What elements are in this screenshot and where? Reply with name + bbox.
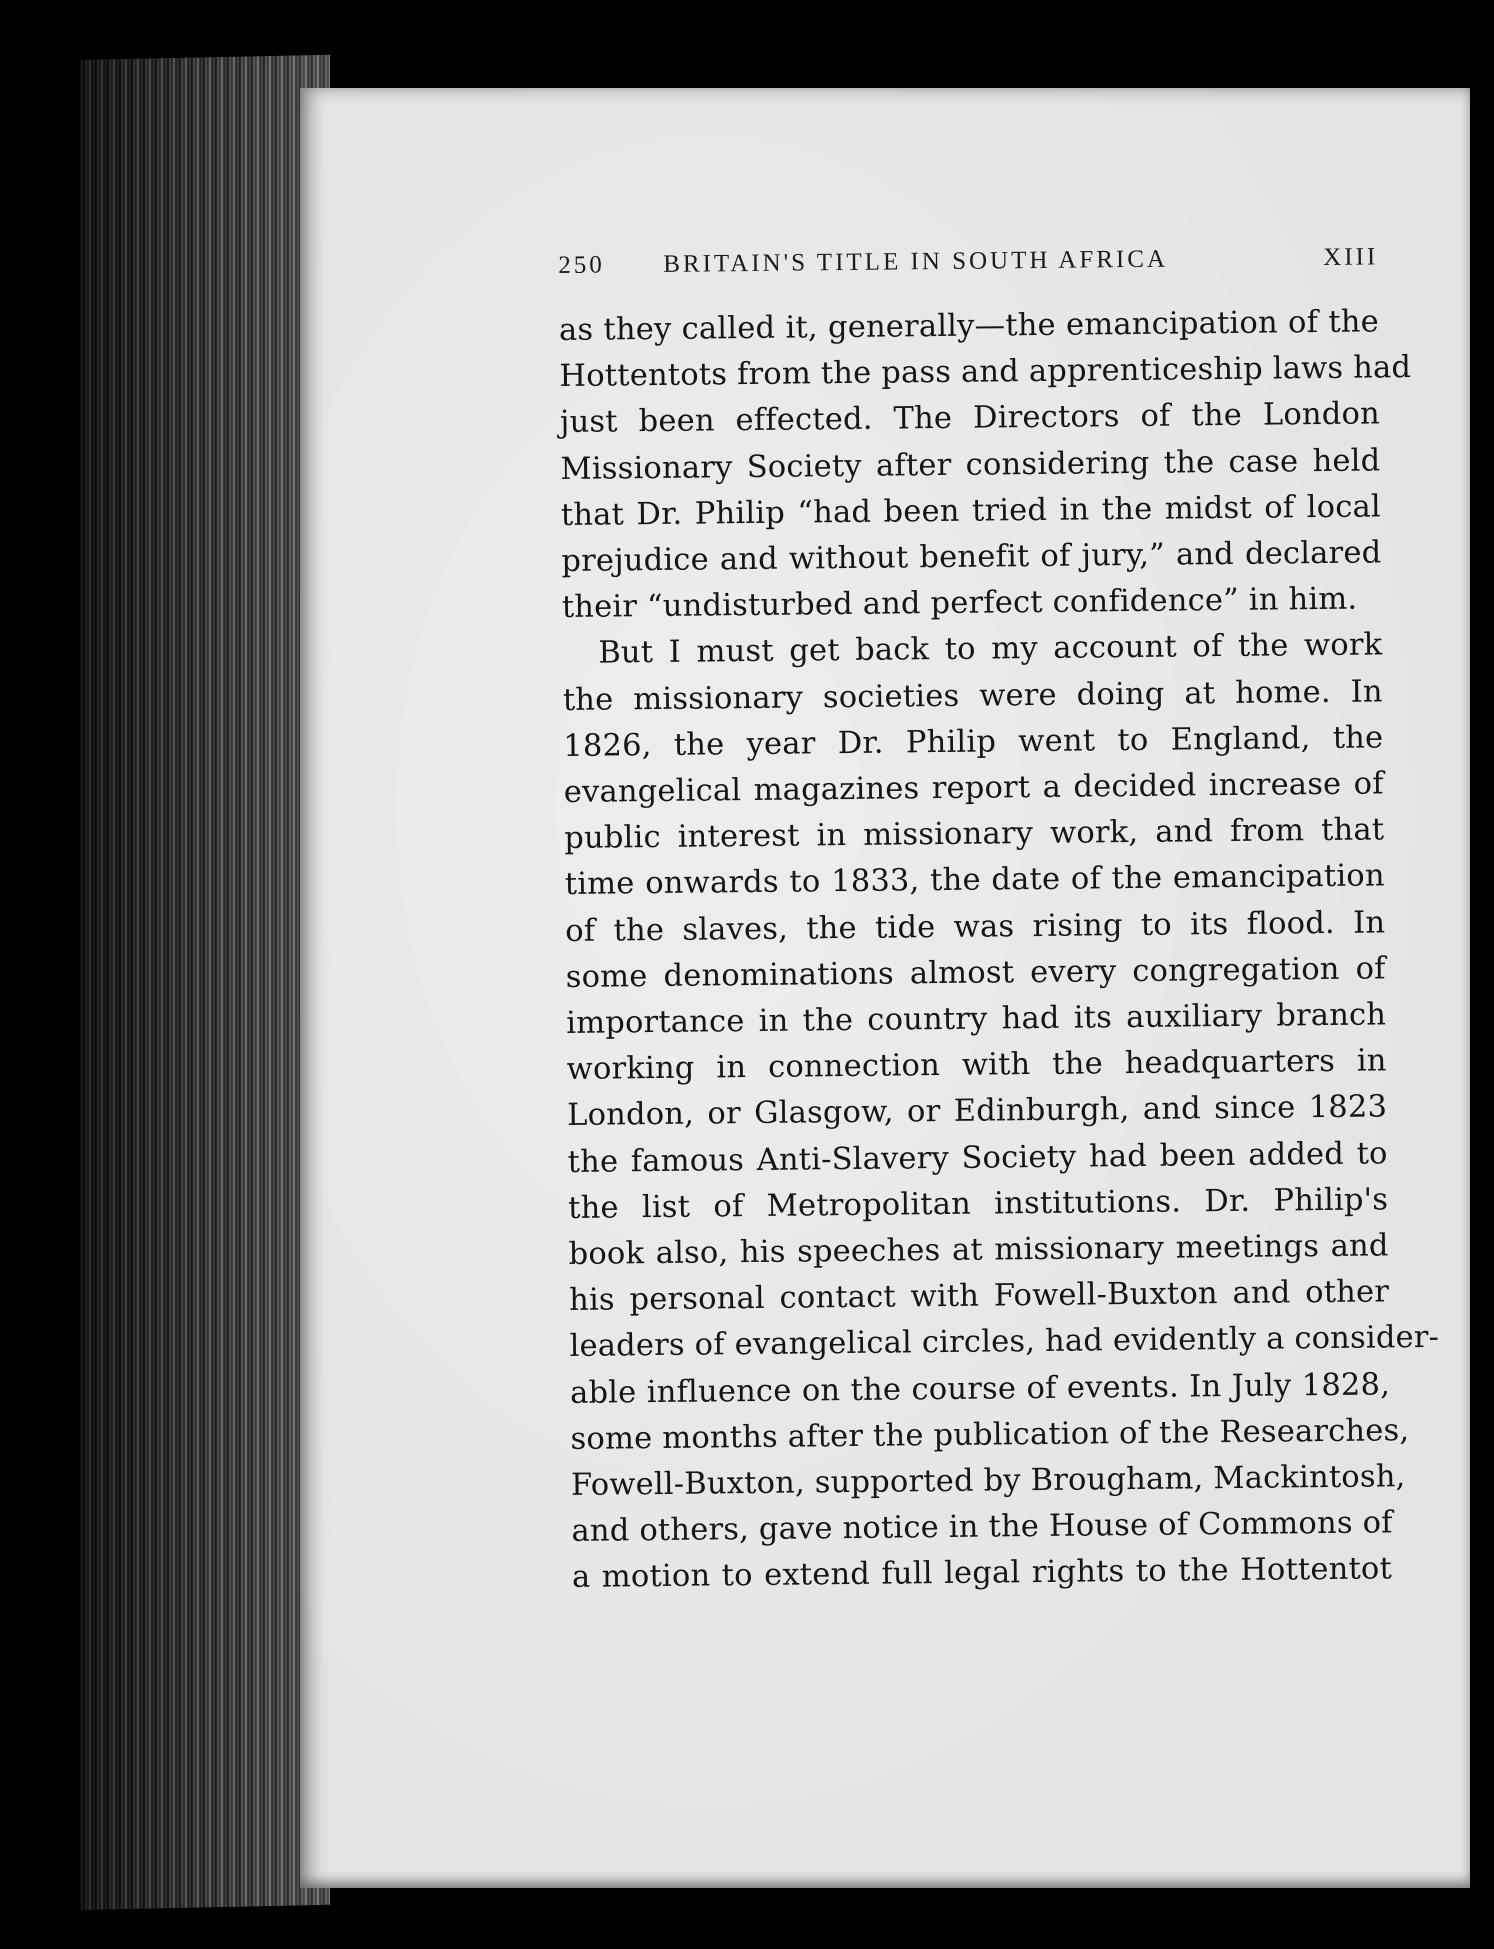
page-sheet (300, 88, 1470, 1888)
text-line: the list of Metropolitan institutions. Dr. Philip's (567, 1182, 1389, 1226)
text-line: evangelical magazines report a decided increase of (563, 766, 1384, 810)
text-line: London, or Glasgow, or Edinburgh, and since 1823 (567, 1089, 1388, 1134)
text-line: some months after the publication of the Researches, (570, 1413, 1410, 1457)
text-line: the missionary societies were doing at home. In (562, 674, 1383, 718)
text-line: their “undisturbed and perfect confidence” in him. (561, 581, 1358, 626)
text-line: 1826, the year Dr. Philip went to England, the (563, 720, 1384, 764)
running-title: BRITAIN'S TITLE IN SOUTH AFRICA (663, 245, 1169, 278)
text-line: prejudice and without benefit of jury,” and declared (561, 535, 1382, 579)
text-line: just been effected. The Directors of the London (559, 396, 1381, 441)
running-head (558, 229, 1379, 298)
text-line: But I must get back to my account of the work (598, 627, 1383, 672)
text-line: book also, his speeches at missionary meetings and (568, 1228, 1389, 1273)
page-content (558, 229, 1440, 1601)
text-line: that Dr. Philip “had been tried in the midst of local (560, 489, 1382, 533)
text-line: working in connection with the headquarters in (566, 1043, 1387, 1088)
text-line: his personal contact with Fowell-Buxton and other (568, 1274, 1390, 1319)
text-line: able influence on the course of events. In July 1828, (569, 1367, 1391, 1411)
text-line: as they called it, generally—the emancipation of the (558, 304, 1380, 348)
body-text (558, 299, 1440, 1601)
text-line: of the slaves, the tide was rising to its flood. In (565, 905, 1386, 949)
text-line: public interest in missionary work, and from that (564, 812, 1385, 857)
text-line: time onwards to 1833, the date of the emancipation (564, 858, 1385, 903)
text-line: importance in the country had its auxiliary branch (566, 997, 1387, 1042)
book-page-edges (80, 55, 330, 1910)
text-line: Fowell-Buxton, supported by Brougham, Mackintosh, (570, 1459, 1406, 1504)
text-line: Missionary Society after considering the case held (560, 443, 1381, 487)
text-line: and others, gave notice in the House of Commons of (571, 1505, 1393, 1550)
text-line: the famous Anti-Slavery Society had been added to (567, 1136, 1388, 1180)
text-line: Hottentots from the pass and apprenticeship laws had (559, 350, 1412, 395)
chapter-number: XIII (1323, 243, 1379, 271)
page-number: 250 (558, 251, 605, 279)
text-line: a motion to extend full legal rights to the Hottentot (571, 1551, 1393, 1596)
text-line: some denominations almost every congregation of (565, 951, 1386, 995)
text-line: leaders of evangelical circles, had evidently a consider- (569, 1320, 1440, 1365)
